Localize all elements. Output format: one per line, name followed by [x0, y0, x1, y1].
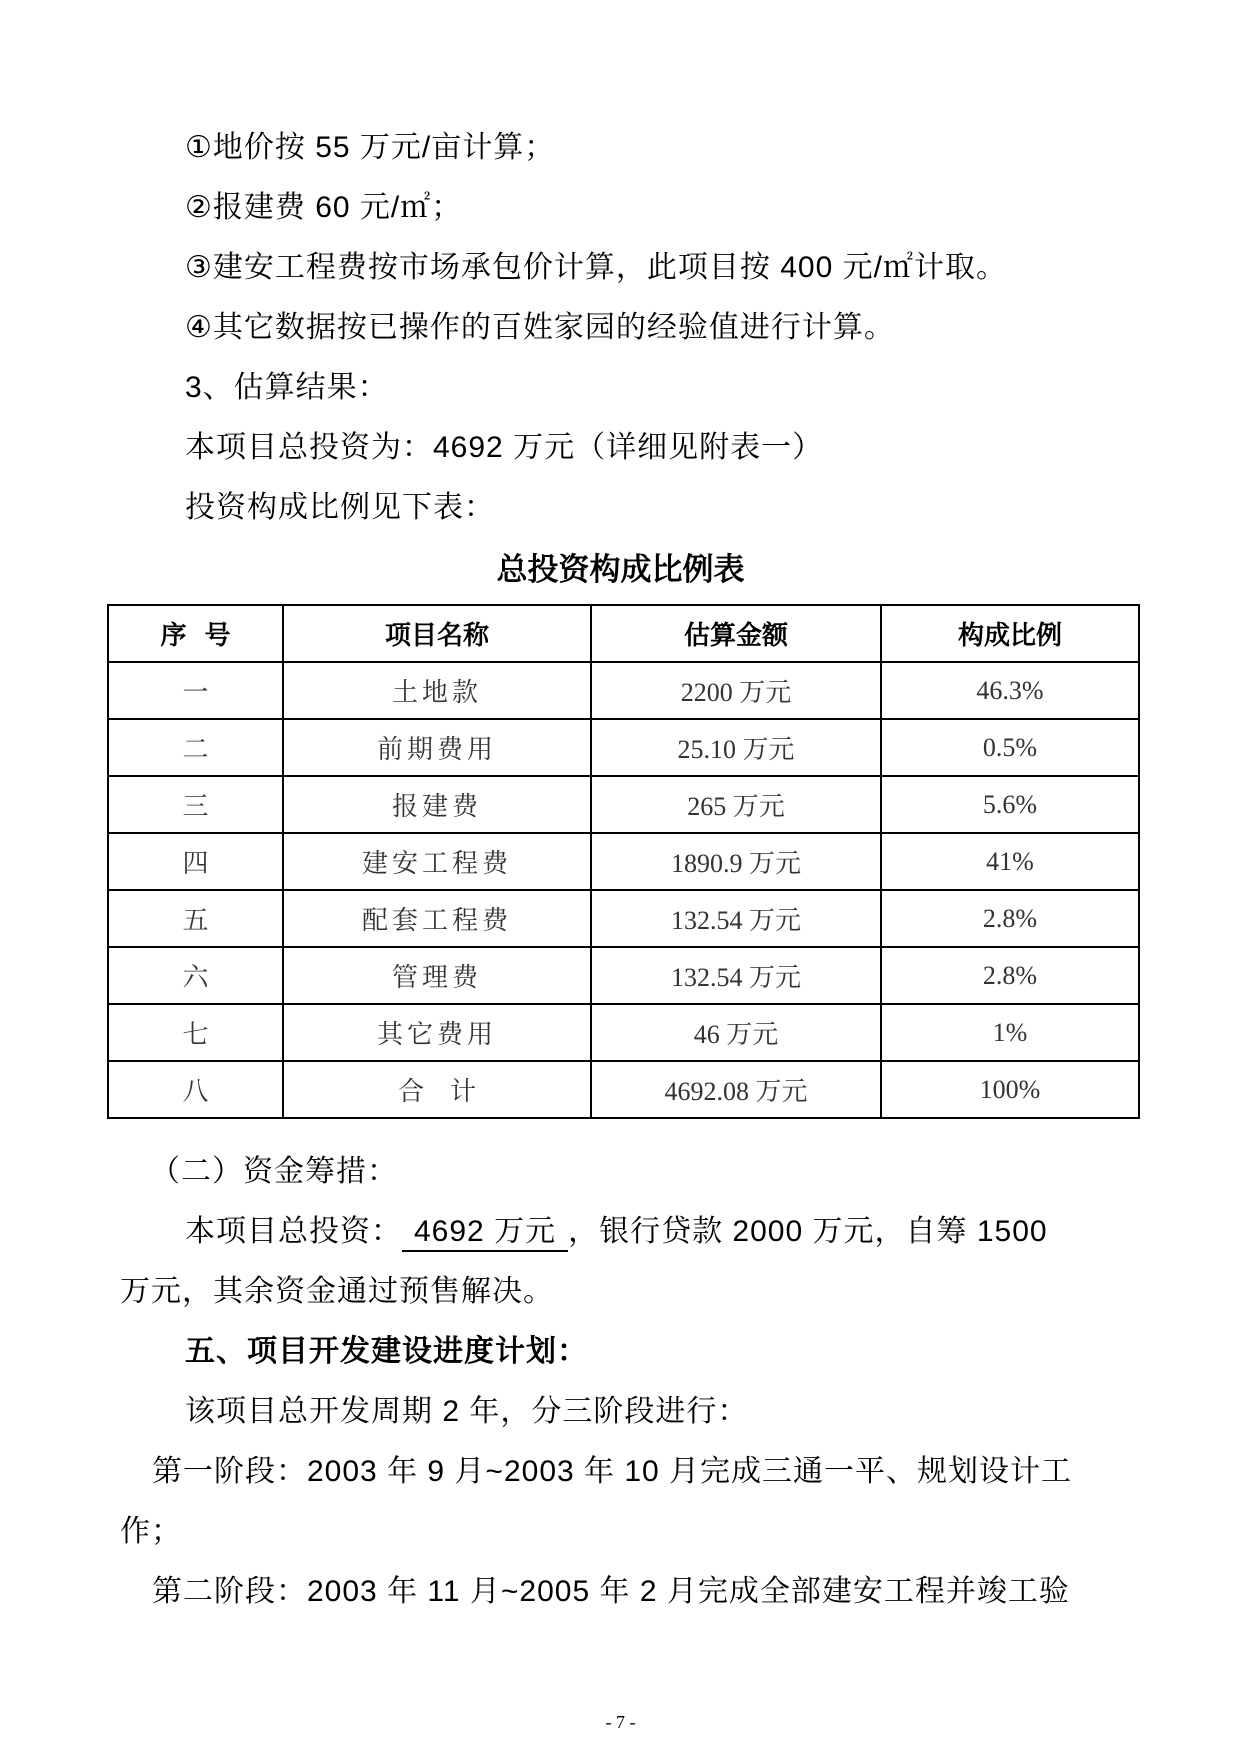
funding-continuation: 万元，其余资金通过预售解决。: [120, 1275, 554, 1308]
table-row: [108, 947, 1139, 1004]
table-row: [108, 833, 1139, 890]
table-row: [108, 890, 1139, 947]
cell-no: 一: [108, 662, 283, 719]
header-amount: 估算金额: [591, 605, 881, 662]
funding-prefix: 本项目总投资：: [185, 1215, 402, 1248]
cell-no: 七: [108, 1004, 283, 1061]
header-ratio: 构成比例: [881, 605, 1139, 662]
table-row: [108, 719, 1139, 776]
cell-no: 二: [108, 719, 283, 776]
cell-name: 合 计: [283, 1061, 591, 1118]
cell-no: 三: [108, 776, 283, 833]
cell-name: 土地款: [283, 662, 591, 719]
cell-amount: 265 万元: [591, 776, 881, 833]
cell-ratio: 2.8%: [881, 890, 1139, 947]
funding-suffix: ，银行贷款 2000 万元，自筹 1500: [568, 1215, 1048, 1248]
page-number: - 7 -: [605, 1712, 636, 1732]
investment-table: [107, 604, 1140, 1119]
cell-amount: 25.10 万元: [591, 719, 881, 776]
cell-no: 五: [108, 890, 283, 947]
schedule-heading: 五、项目开发建设进度计划：: [185, 1334, 588, 1369]
table-row: [108, 1004, 1139, 1061]
cell-ratio: 46.3%: [881, 662, 1139, 719]
text-line-land-price: ①地价按 55 万元/亩计算；: [185, 131, 556, 164]
header-no: 序 号: [108, 605, 283, 662]
cell-amount: 132.54 万元: [591, 947, 881, 1004]
cell-name: 配套工程费: [283, 890, 591, 947]
cell-name: 建安工程费: [283, 833, 591, 890]
table-row: [108, 776, 1139, 833]
cell-name: 报建费: [283, 776, 591, 833]
table-header-row: [108, 605, 1139, 662]
cell-amount: 2200 万元: [591, 662, 881, 719]
cell-ratio: 41%: [881, 833, 1139, 890]
schedule-phase-1: 第一阶段：2003 年 9 月~2003 年 10 月完成三通一平、规划设计工: [152, 1455, 1073, 1488]
text-line-composition-intro: 投资构成比例见下表：: [185, 491, 495, 524]
text-line-other-data: ④其它数据按已操作的百姓家园的经验值进行计算。: [185, 311, 895, 344]
schedule-intro: 该项目总开发周期 2 年，分三阶段进行：: [185, 1395, 749, 1428]
cell-ratio: 0.5%: [881, 719, 1139, 776]
cell-amount: 132.54 万元: [591, 890, 881, 947]
cell-amount: 4692.08 万元: [591, 1061, 881, 1118]
cell-no: 四: [108, 833, 283, 890]
cell-ratio: 1%: [881, 1004, 1139, 1061]
text-line-permit-fee: ②报建费 60 元/㎡；: [185, 191, 463, 224]
table-row: [108, 662, 1139, 719]
cell-ratio: 2.8%: [881, 947, 1139, 1004]
cell-ratio: 100%: [881, 1061, 1139, 1118]
funding-heading: （二）资金筹措：: [150, 1155, 398, 1188]
cell-ratio: 5.6%: [881, 776, 1139, 833]
table-total-row: [108, 1061, 1139, 1118]
text-line-construction-fee: ③建安工程费按市场承包价计算，此项目按 400 元/㎡计取。: [185, 251, 1007, 284]
schedule-phase-1-continuation: 作；: [120, 1515, 182, 1548]
cell-amount: 1890.9 万元: [591, 833, 881, 890]
header-name: 项目名称: [283, 605, 591, 662]
cell-amount: 46 万元: [591, 1004, 881, 1061]
text-line-estimate-heading: 3、估算结果：: [185, 371, 389, 404]
cell-no: 八: [108, 1061, 283, 1118]
funding-line: [185, 1212, 1048, 1252]
schedule-phase-2: 第二阶段：2003 年 11 月~2005 年 2 月完成全部建安工程并竣工验: [152, 1575, 1070, 1608]
text-line-total-investment: 本项目总投资为：4692 万元（详细见附表一）: [185, 431, 824, 464]
cell-no: 六: [108, 947, 283, 1004]
funding-total-underlined: 4692 万元: [402, 1214, 568, 1252]
cell-name: 管理费: [283, 947, 591, 1004]
cell-name: 其它费用: [283, 1004, 591, 1061]
table-title: 总投资构成比例表: [496, 552, 745, 588]
cell-name: 前期费用: [283, 719, 591, 776]
